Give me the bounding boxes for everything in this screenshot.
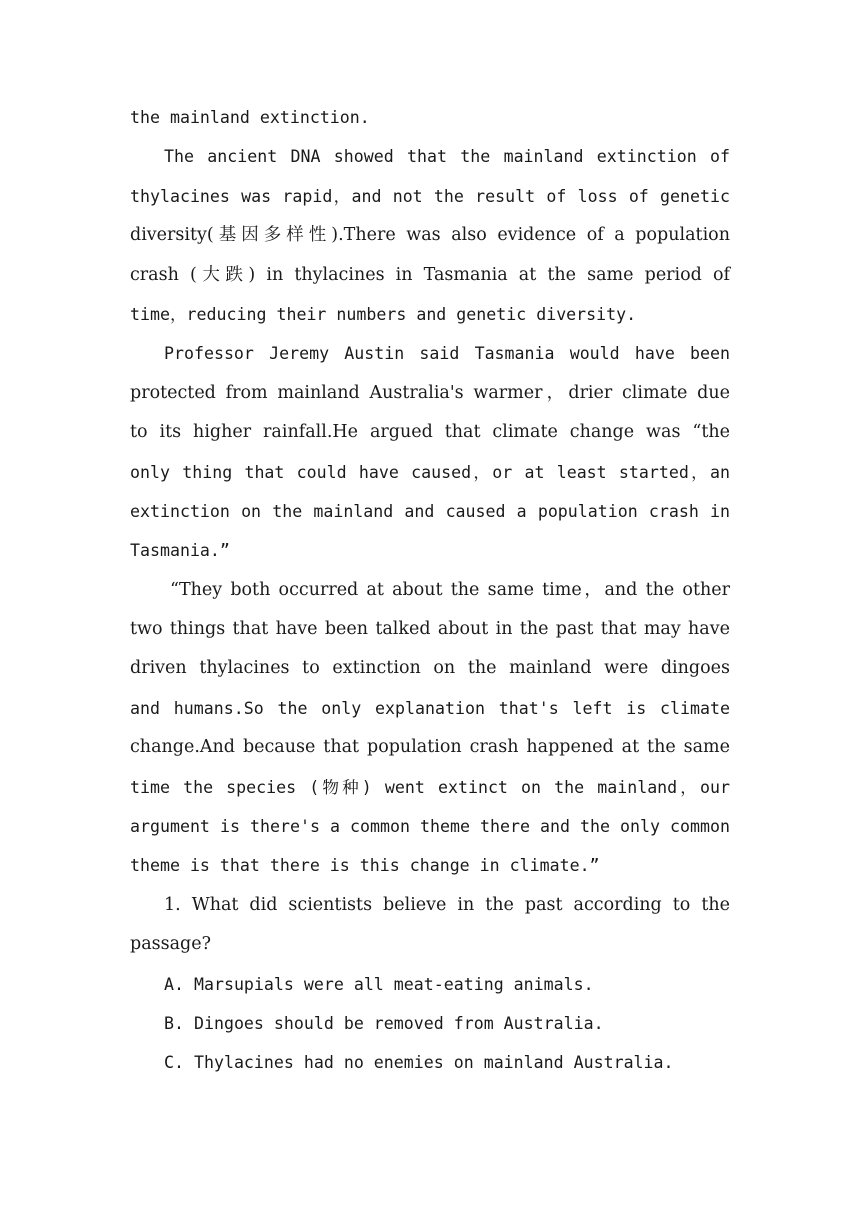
paragraph-line: crash (大跌) in thylacines in Tasmania at the same period of bbox=[130, 264, 730, 285]
option-text: Marsupials were all meat-eating animals. bbox=[193, 974, 594, 994]
paragraph-line: extinction on the mainland and caused a population crash in bbox=[130, 501, 730, 521]
paragraph-line: and humans.So the only explanation that's left is climate bbox=[130, 698, 730, 718]
question-stem-continued: passage? bbox=[130, 934, 211, 955]
paragraph-line: Tasmania.” bbox=[130, 541, 230, 561]
paragraph-line: thylacines was rapid，and not the result of loss of genetic bbox=[130, 186, 730, 206]
question-number: 1. bbox=[164, 894, 181, 915]
answer-option-b bbox=[130, 1004, 730, 1043]
option-letter: B. bbox=[164, 1013, 184, 1033]
option-text: Dingoes should be removed from Australia. bbox=[193, 1013, 604, 1033]
option-letter: C. bbox=[164, 1053, 184, 1073]
paragraph-line: time，reducing their numbers and genetic diversity. bbox=[130, 304, 637, 324]
answer-option-a bbox=[130, 965, 730, 1004]
paragraph-line: The ancient DNA showed that the mainland extinction of bbox=[164, 147, 730, 167]
question-text: What did scientists believe in the past according to the bbox=[191, 894, 730, 915]
answer-option-c bbox=[130, 1043, 730, 1082]
paragraph-line: driven thylacines to extinction on the mainland were dingoes bbox=[130, 658, 730, 679]
paragraph-line: change.And because that population crash happened at the same bbox=[130, 737, 730, 758]
paragraph-line: only thing that could have caused，or at least started，an bbox=[130, 462, 730, 482]
paragraph-line: to its higher rainfall.He argued that climate change was “the bbox=[130, 422, 730, 443]
paragraph-line: two things that have been talked about in the past that may have bbox=[130, 619, 730, 640]
paragraph-line: theme is that there is this change in climate.” bbox=[130, 856, 600, 876]
paragraph-line: Professor Jeremy Austin said Tasmania would have been bbox=[164, 344, 730, 364]
option-letter: A. bbox=[164, 974, 184, 994]
document-page bbox=[130, 98, 730, 1083]
paragraph-line: “They both occurred at about the same time，and the other bbox=[170, 579, 730, 600]
option-text: Thylacines had no enemies on mainland Australia. bbox=[193, 1053, 674, 1073]
paragraph-line: protected from mainland Australia's warmer，drier climate due bbox=[130, 382, 730, 403]
paragraph-line: diversity(基因多样性).There was also evidence of a population bbox=[130, 225, 730, 246]
paragraph-line: argument is there's a common theme there and the only common bbox=[130, 817, 730, 837]
question-stem bbox=[130, 886, 730, 925]
paragraph-line: time the species (物种) went extinct on the mainland，our bbox=[130, 777, 730, 797]
paragraph-line: the mainland extinction. bbox=[130, 108, 370, 127]
